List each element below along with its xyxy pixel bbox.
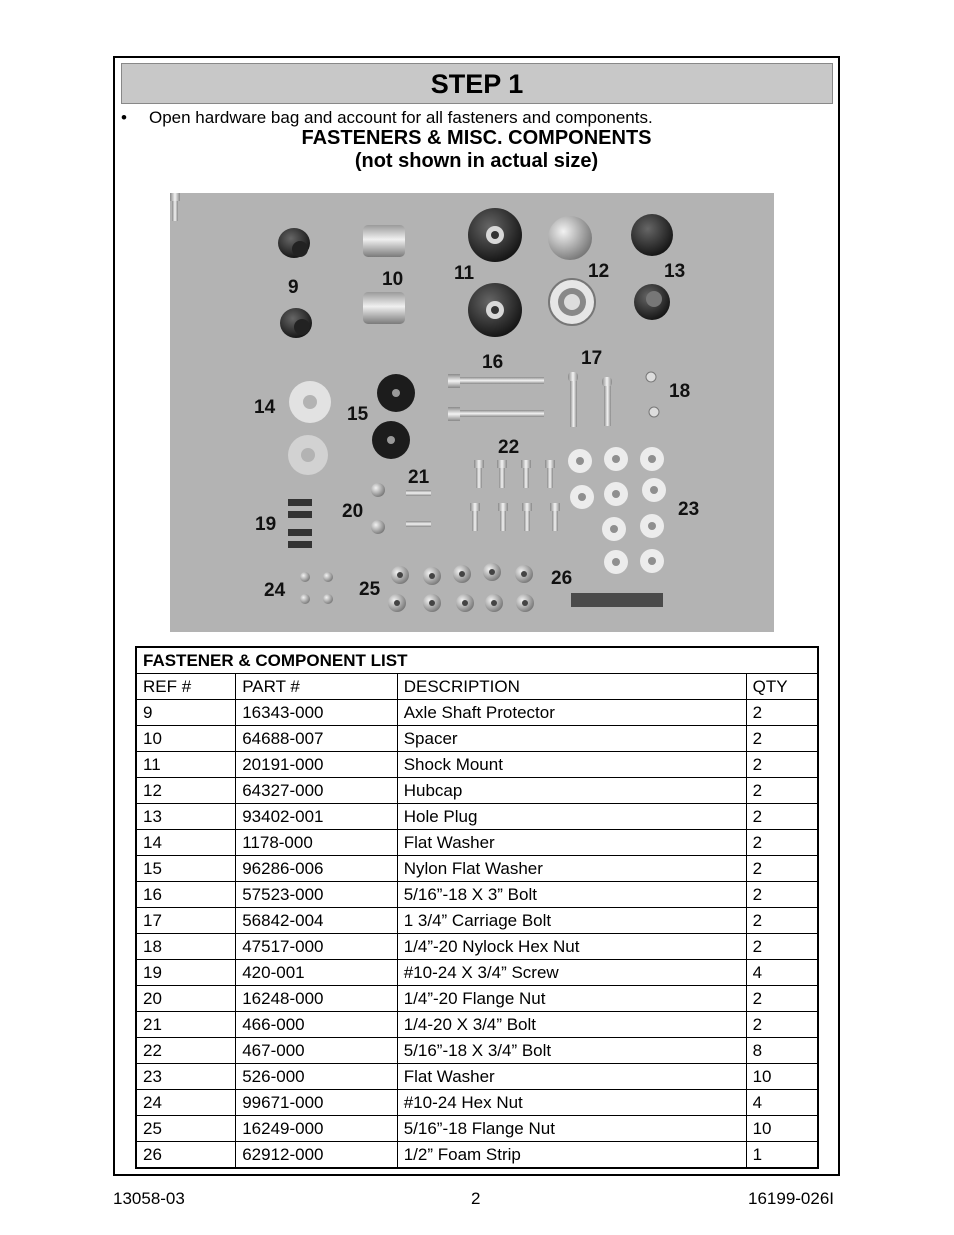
table-row xyxy=(136,1142,818,1169)
qty-cell: 2 xyxy=(746,856,818,882)
photo-label: 16 xyxy=(482,352,504,373)
photo-label: 18 xyxy=(669,381,691,402)
table-row xyxy=(136,934,818,960)
part-number-cell: 64327-000 xyxy=(236,778,398,804)
table-row xyxy=(136,908,818,934)
ref-cell: 17 xyxy=(136,908,236,934)
part-number-cell: 420-001 xyxy=(236,960,398,986)
table-row xyxy=(136,778,818,804)
part-number-cell: 526-000 xyxy=(236,1064,398,1090)
qty-cell: 4 xyxy=(746,960,818,986)
photo-label: 14 xyxy=(254,397,276,418)
description-cell: 1/2” Foam Strip xyxy=(397,1142,746,1169)
description-cell: 1/4-20 X 3/4” Bolt xyxy=(397,1012,746,1038)
photo-label: 15 xyxy=(347,404,369,425)
table-row xyxy=(136,1064,818,1090)
ref-cell: 20 xyxy=(136,986,236,1012)
fastener-component-table xyxy=(135,646,819,1169)
photo-label: 20 xyxy=(342,501,364,522)
description-cell: Spacer xyxy=(397,726,746,752)
description-cell: 1/4”-20 Flange Nut xyxy=(397,986,746,1012)
qty-cell: 2 xyxy=(746,934,818,960)
photo-label: 13 xyxy=(664,261,686,282)
qty-cell: 2 xyxy=(746,1012,818,1038)
section-subheading: (not shown in actual size) xyxy=(354,150,599,172)
description-cell: 5/16”-18 Flange Nut xyxy=(397,1116,746,1142)
part-number-cell: 62912-000 xyxy=(236,1142,398,1169)
part-number-cell: 16249-000 xyxy=(236,1116,398,1142)
section-heading: FASTENERS & MISC. COMPONENTS xyxy=(301,127,652,149)
photo-label: 11 xyxy=(454,263,475,284)
ref-cell: 26 xyxy=(136,1142,236,1169)
part-number-cell: 47517-000 xyxy=(236,934,398,960)
photo-label: 21 xyxy=(408,467,430,488)
table-body xyxy=(136,700,818,1169)
ref-cell: 25 xyxy=(136,1116,236,1142)
part-number-cell: 466-000 xyxy=(236,1012,398,1038)
photo-label: 19 xyxy=(255,514,277,535)
ref-cell: 15 xyxy=(136,856,236,882)
qty-cell: 1 xyxy=(746,1142,818,1169)
qty-cell: 8 xyxy=(746,1038,818,1064)
table-row xyxy=(136,856,818,882)
table-title-row xyxy=(136,647,818,674)
description-cell: Hubcap xyxy=(397,778,746,804)
photo-label: 17 xyxy=(581,348,603,369)
ref-cell: 18 xyxy=(136,934,236,960)
part-number-cell: 16343-000 xyxy=(236,700,398,726)
description-cell: Shock Mount xyxy=(397,752,746,778)
description-cell: 5/16”-18 X 3/4” Bolt xyxy=(397,1038,746,1064)
description-cell: 1/4”-20 Nylock Hex Nut xyxy=(397,934,746,960)
table-row xyxy=(136,1038,818,1064)
qty-cell: 2 xyxy=(746,726,818,752)
description-cell: 5/16”-18 X 3” Bolt xyxy=(397,882,746,908)
ref-cell: 9 xyxy=(136,700,236,726)
description-cell: Axle Shaft Protector xyxy=(397,700,746,726)
qty-cell: 10 xyxy=(746,1116,818,1142)
table-row xyxy=(136,882,818,908)
description-cell: Hole Plug xyxy=(397,804,746,830)
table-row xyxy=(136,1012,818,1038)
table-row xyxy=(136,804,818,830)
qty-cell: 2 xyxy=(746,804,818,830)
description-cell: Flat Washer xyxy=(397,1064,746,1090)
ref-cell: 16 xyxy=(136,882,236,908)
bullet-icon: • xyxy=(121,108,127,127)
step-title: STEP 1 xyxy=(121,63,833,104)
photo-label: 9 xyxy=(288,277,299,298)
part-number-cell: 93402-001 xyxy=(236,804,398,830)
ref-cell: 24 xyxy=(136,1090,236,1116)
column-header-part: PART # xyxy=(236,674,398,700)
part-number-cell: 99671-000 xyxy=(236,1090,398,1116)
instruction-text: Open hardware bag and account for all fasteners and components. xyxy=(149,108,653,127)
footer-page-number: 2 xyxy=(471,1189,481,1208)
ref-cell: 10 xyxy=(136,726,236,752)
part-number-cell: 467-000 xyxy=(236,1038,398,1064)
part-number-cell: 64688-007 xyxy=(236,726,398,752)
table-title: FASTENER & COMPONENT LIST xyxy=(136,647,818,674)
table-row xyxy=(136,700,818,726)
column-header-description: DESCRIPTION xyxy=(397,674,746,700)
description-cell: #10-24 Hex Nut xyxy=(397,1090,746,1116)
photo-label: 22 xyxy=(498,437,520,458)
part-number-cell: 16248-000 xyxy=(236,986,398,1012)
description-cell: Flat Washer xyxy=(397,830,746,856)
photo-label: 26 xyxy=(551,568,573,589)
table-row xyxy=(136,726,818,752)
description-cell: #10-24 X 3/4” Screw xyxy=(397,960,746,986)
part-number-cell: 20191-000 xyxy=(236,752,398,778)
qty-cell: 2 xyxy=(746,752,818,778)
ref-cell: 13 xyxy=(136,804,236,830)
part-number-cell: 96286-006 xyxy=(236,856,398,882)
table-row xyxy=(136,1116,818,1142)
table-row xyxy=(136,986,818,1012)
table-row xyxy=(136,752,818,778)
column-header-qty: QTY xyxy=(746,674,818,700)
qty-cell: 2 xyxy=(746,908,818,934)
photo-label: 12 xyxy=(588,261,610,282)
ref-cell: 23 xyxy=(136,1064,236,1090)
qty-cell: 2 xyxy=(746,882,818,908)
ref-cell: 14 xyxy=(136,830,236,856)
footer-part-number: 16199-026I xyxy=(748,1189,835,1208)
foam-strip-icon xyxy=(571,593,663,607)
hardware-photo xyxy=(170,193,774,632)
qty-cell: 2 xyxy=(746,830,818,856)
column-header-ref: REF # xyxy=(136,674,236,700)
table-row xyxy=(136,960,818,986)
photo-label: 25 xyxy=(359,579,381,600)
ref-cell: 22 xyxy=(136,1038,236,1064)
photo-label: 23 xyxy=(678,499,700,520)
hardware-photo-graphic xyxy=(170,193,774,632)
description-cell: 1 3/4” Carriage Bolt xyxy=(397,908,746,934)
photo-label: 10 xyxy=(382,269,404,290)
qty-cell: 2 xyxy=(746,700,818,726)
part-number-cell: 1178-000 xyxy=(236,830,398,856)
part-number-cell: 56842-004 xyxy=(236,908,398,934)
instruction-item xyxy=(121,108,653,128)
table-row xyxy=(136,830,818,856)
part-number-cell: 57523-000 xyxy=(236,882,398,908)
photo-label: 24 xyxy=(264,580,286,601)
qty-cell: 2 xyxy=(746,778,818,804)
description-cell: Nylon Flat Washer xyxy=(397,856,746,882)
table-header-row xyxy=(136,674,818,700)
ref-cell: 19 xyxy=(136,960,236,986)
qty-cell: 10 xyxy=(746,1064,818,1090)
footer-doc-number: 13058-03 xyxy=(113,1189,185,1208)
ref-cell: 11 xyxy=(136,752,236,778)
qty-cell: 4 xyxy=(746,1090,818,1116)
ref-cell: 12 xyxy=(136,778,236,804)
ref-cell: 21 xyxy=(136,1012,236,1038)
qty-cell: 2 xyxy=(746,986,818,1012)
table-row xyxy=(136,1090,818,1116)
